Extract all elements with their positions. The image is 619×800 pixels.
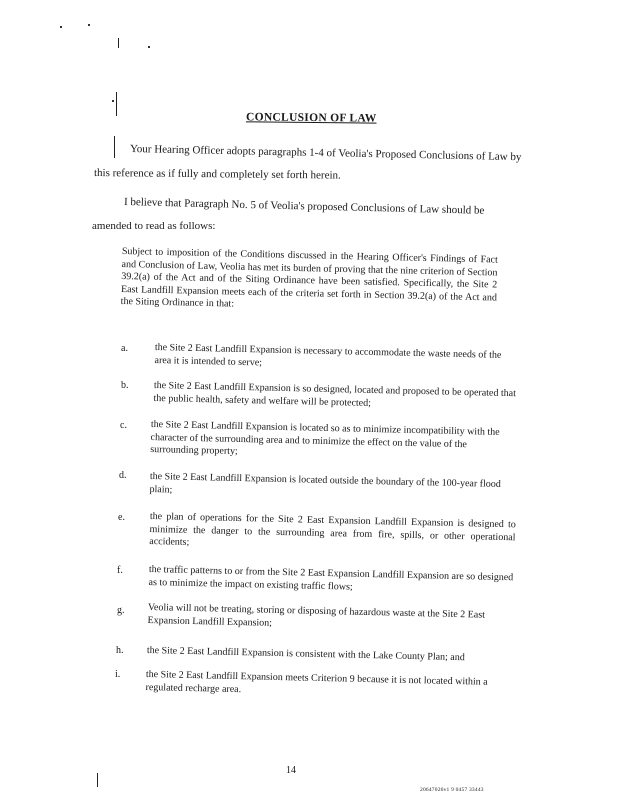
list-item-g: Veolia will not be treating, storing or disposing of hazardous waste at the Site 2 East Expansion Landfill Expansion; (147, 602, 486, 629)
scan-artifact-mark (114, 136, 115, 158)
scan-artifact-dot (88, 24, 90, 26)
block-quote-text: Subject to imposition of the Conditions discussed in the Hearing Officer's Findings of Fact and Conclusion of Law, Veolia has met its burden of proving that the nine criterion of Section 39.2(a) of the Act and of the Siting Ordinance have been satisfied. Specifically, the Site 2 East Landfill Expansion meets each of the criteria set forth in Section 39.2(a) of the Act and the Siting Ordinance in that: (120, 246, 498, 310)
list-letter-c: c. (120, 420, 127, 431)
list-item-f: the traffic patterns to or from the Site 2 East Expansion Landfill Expansion are so designed as to minimize the impact on existing traffic flows; (148, 564, 514, 593)
list-letter-a: a. (121, 343, 128, 354)
paragraph-1-line-2: this reference as if fully and completely set forth herein. (93, 167, 341, 182)
list-item-h: the Site 2 East Landfill Expansion is consistent with the Lake County Plan; and (146, 645, 465, 664)
list-item-a: the Site 2 East Landfill Expansion is necessary to accommodate the waste needs of the area it is intended to serve; (154, 342, 502, 368)
list-letter-f: f. (117, 565, 123, 576)
list-item-i: the Site 2 East Landfill Expansion meets Criterion 9 because it is not located within a regulated recharge area. (145, 669, 488, 695)
list-letter-g: g. (117, 605, 125, 616)
document-reference: 20647026v1 9 0457 33443 (420, 787, 484, 793)
scan-artifact-mark (97, 773, 98, 787)
page-number: 14 (286, 765, 296, 776)
list-letter-h: h. (116, 645, 124, 656)
scan-artifact-mark (118, 38, 119, 48)
list-letter-d: d. (119, 470, 127, 481)
scan-artifact-dot (60, 26, 62, 28)
paragraph-1-line-1: Your Hearing Officer adopts paragraphs 1-4 of Veolia's Proposed Conclusions of Law by (129, 143, 522, 164)
scan-artifact-dot (112, 100, 114, 102)
list-letter-e: e. (118, 512, 125, 523)
list-letter-b: b. (121, 380, 129, 391)
list-item-b: the Site 2 East Landfill Expansion is so designed, located and proposed to be operated that the public health, safety and welfare will be protected; (153, 380, 517, 409)
section-heading: CONCLUSION OF LAW (245, 111, 377, 125)
paragraph-2-line-1: I believe that Paragraph No. 5 of Veolia's proposed Conclusions of Law should be (123, 196, 485, 217)
block-quote (121, 246, 498, 317)
scan-artifact-mark (116, 92, 117, 116)
list-item-d: the Site 2 East Landfill Expansion is located outside the boundary of the 100-year flood plain; (149, 471, 501, 496)
paragraph-2-line-2: amended to read as follows: (92, 220, 216, 232)
list-item-c: the Site 2 East Landfill Expansion is located so as to minimize incompatibility with the character of the surrounding area and to minimize the effect on the value of the surrounding property; (150, 419, 500, 457)
list-letter-i: i. (115, 669, 121, 680)
scan-artifact-dot (148, 46, 150, 48)
list-item-e: the plan of operations for the Site 2 East Expansion Landfill Expansion is designed to minimize the danger to the surrounding area from fire, spills, or other operational accidents; (149, 511, 516, 548)
